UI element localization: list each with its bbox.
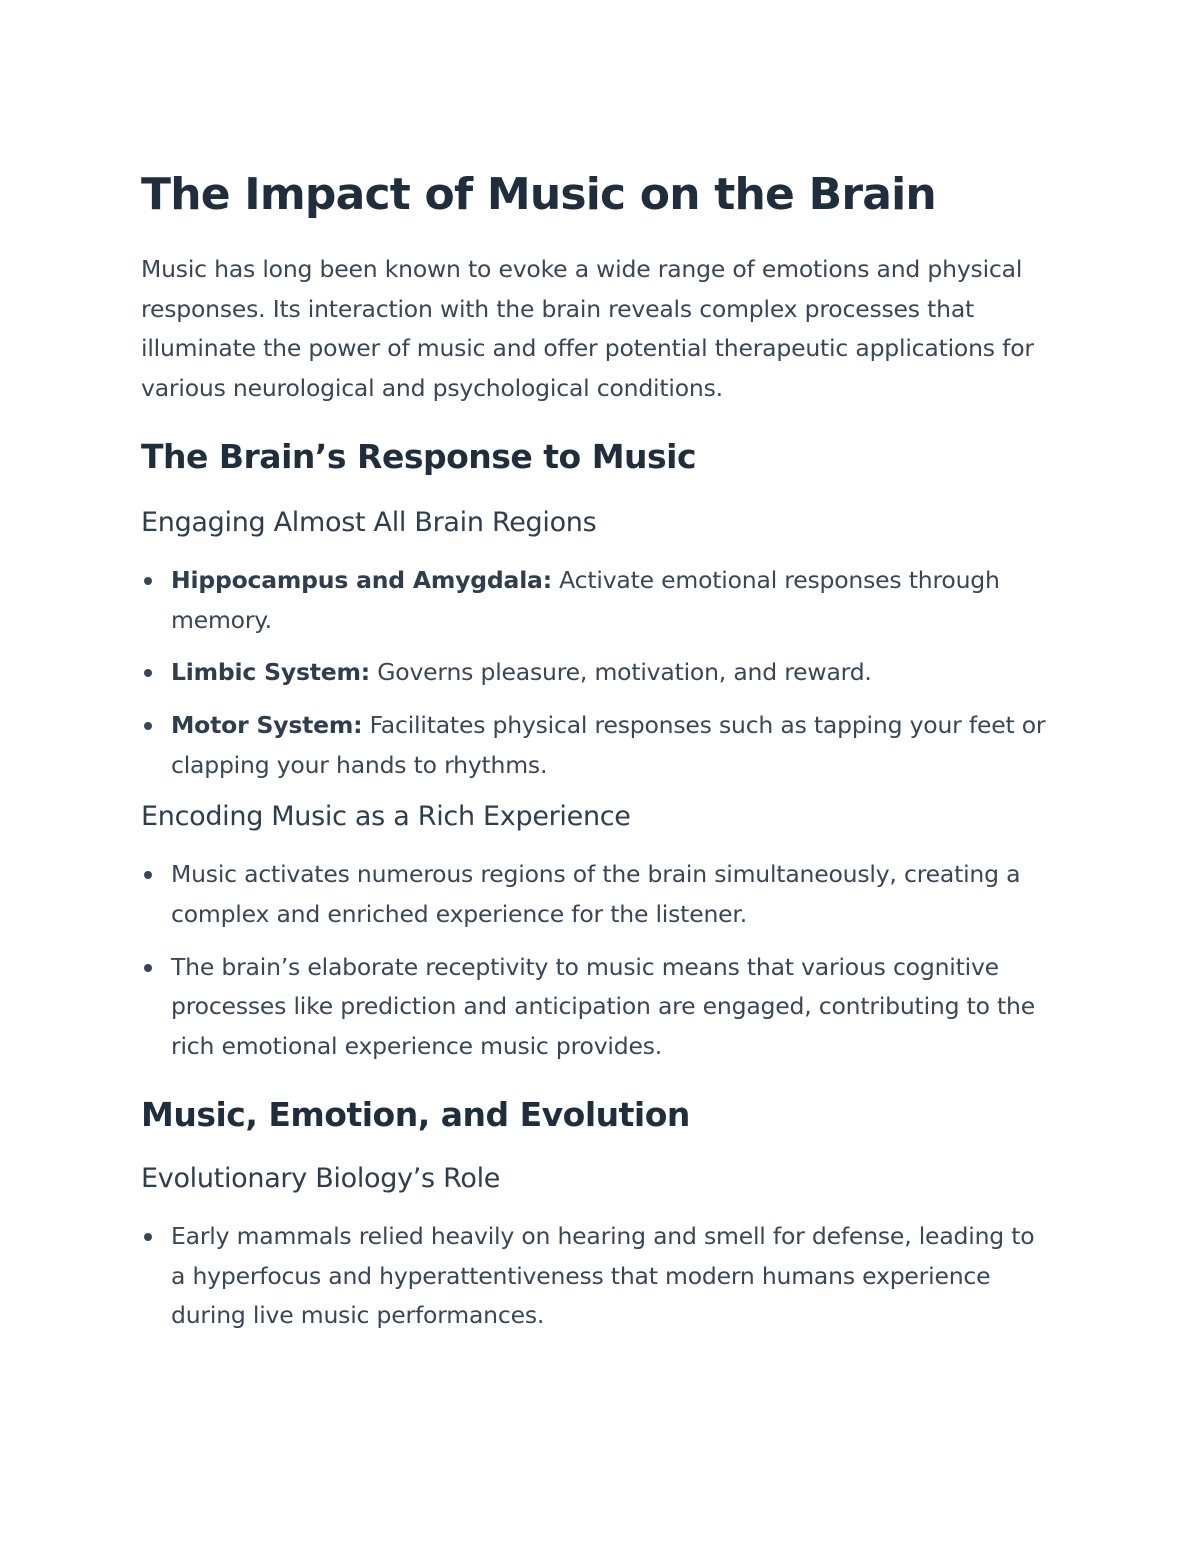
bullet-icon: [144, 722, 152, 730]
list-item: [141, 855, 1050, 934]
list-item-text: Activate emotional responses through memory.: [171, 565, 1000, 634]
list-item-text: Governs pleasure, motivation, and reward.: [370, 658, 872, 687]
section-music-emotion-evolution: [141, 1093, 1050, 1336]
bullet-list: [141, 855, 1050, 1067]
list-item: [141, 948, 1050, 1067]
section-brain-response: [141, 435, 1050, 1067]
list-item-text: Music activates numerous regions of the brain simultaneously, creating a complex and enriched experience for the listener.: [171, 860, 1021, 929]
list-item: [141, 653, 1050, 693]
bullet-list: [141, 561, 1050, 786]
subsection-heading: Encoding Music as a Rich Experience: [141, 801, 631, 833]
bullet-icon: [144, 1233, 152, 1241]
list-item-text: The brain’s elaborate receptivity to music means that various cognitive processes like prediction and anticipation are engaged, contributing to the rich emotional experience music provides.: [171, 952, 1036, 1061]
bullet-list: [141, 1217, 1050, 1336]
list-item-term: Hippocampus and Amygdala:: [171, 565, 552, 594]
page-title: The Impact of Music on the Brain: [141, 169, 936, 220]
section-heading: The Brain’s Response to Music: [141, 436, 697, 476]
list-item-text: Early mammals relied heavily on hearing and smell for defense, leading to a hyperfocus and hyperattentiveness that modern humans experience during live music performances.: [171, 1221, 1035, 1330]
bullet-icon: [144, 871, 152, 879]
intro-paragraph: Music has long been known to evoke a wide range of emotions and physical responses. Its interaction with the brain reveals complex processes that illuminate the power of music and offer potential therapeutic applications for various neurological and psychological conditions.: [141, 255, 1034, 403]
list-item-term: Motor System:: [171, 710, 363, 739]
bullet-icon: [144, 669, 152, 677]
subsection-heading: Evolutionary Biology’s Role: [141, 1162, 501, 1194]
list-item: [141, 561, 1050, 640]
section-heading: Music, Emotion, and Evolution: [141, 1094, 690, 1134]
list-item: [141, 706, 1050, 785]
subsection-heading: Engaging Almost All Brain Regions: [141, 506, 597, 538]
bullet-icon: [144, 577, 152, 585]
list-item-term: Limbic System:: [171, 658, 370, 687]
list-item-text: Facilitates physical responses such as tapping your feet or clapping your hands to rhythms.: [171, 710, 1046, 779]
bullet-icon: [144, 964, 152, 972]
list-item: [141, 1217, 1050, 1336]
